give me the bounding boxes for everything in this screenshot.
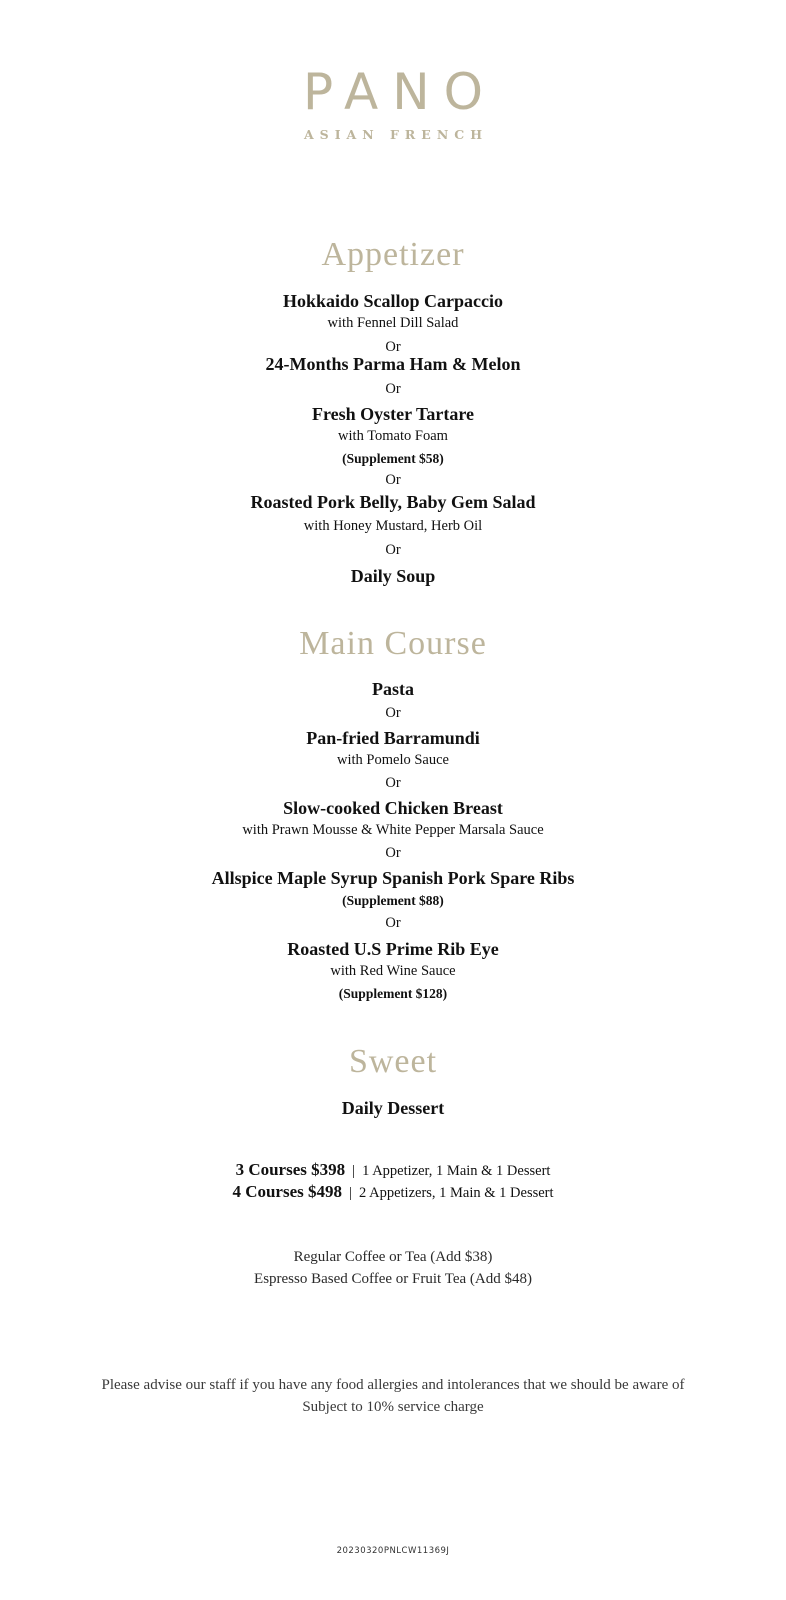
section-title-sweet: Sweet xyxy=(348,1043,438,1080)
course-price: 3 Courses $398 xyxy=(235,1160,346,1179)
service-charge-note: Subject to 10% service charge xyxy=(302,1399,484,1415)
or-separator: Or xyxy=(385,542,401,558)
or-separator: Or xyxy=(385,381,401,397)
dish-name: Pan-fried Barramundi xyxy=(306,728,480,748)
dish-name: 24-Months Parma Ham & Melon xyxy=(265,354,521,374)
addon-line: Espresso Based Coffee or Fruit Tea (Add $48) xyxy=(254,1271,532,1287)
supplement-note: (Supplement $128) xyxy=(338,986,448,1001)
price-separator: | xyxy=(352,1163,356,1179)
dish-name: Pasta xyxy=(372,679,414,699)
dish-description: with Fennel Dill Salad xyxy=(327,315,459,331)
section-title-main-course: Main Course xyxy=(299,625,487,662)
dish-description: with Pomelo Sauce xyxy=(337,752,449,768)
dish-name: Daily Dessert xyxy=(341,1098,445,1118)
dish-name: Roasted U.S Prime Rib Eye xyxy=(287,939,499,959)
section-title-appetizer: Appetizer xyxy=(321,236,465,273)
or-separator: Or xyxy=(385,845,401,861)
dish-description: with Prawn Mousse & White Pepper Marsala Sauce xyxy=(242,822,544,838)
allergy-note: Please advise our staff if you have any food allergies and intolerances that we should be aware of xyxy=(101,1377,685,1393)
dish-name: Allspice Maple Syrup Spanish Pork Spare Ribs xyxy=(211,868,575,888)
or-separator: Or xyxy=(385,472,401,488)
footer-code: 20230320PNLCW11369J xyxy=(336,1546,450,1556)
brand-logo: PANO xyxy=(303,63,497,121)
dish-name: Fresh Oyster Tartare xyxy=(312,404,474,424)
price-line xyxy=(0,1159,786,1182)
or-separator: Or xyxy=(385,775,401,791)
dish-description: with Tomato Foam xyxy=(338,428,448,444)
dish-name: Hokkaido Scallop Carpaccio xyxy=(282,291,504,311)
dish-name: Slow-cooked Chicken Breast xyxy=(283,798,503,818)
dish-name: Daily Soup xyxy=(350,566,436,586)
addon-line: Regular Coffee or Tea (Add $38) xyxy=(293,1249,493,1265)
supplement-note: (Supplement $88) xyxy=(342,893,444,908)
course-price: 4 Courses $498 xyxy=(232,1182,343,1201)
supplement-note: (Supplement $58) xyxy=(342,451,444,466)
course-detail: 2 Appetizers, 1 Main & 1 Dessert xyxy=(359,1185,554,1201)
or-separator: Or xyxy=(385,705,401,721)
course-detail: 1 Appetizer, 1 Main & 1 Dessert xyxy=(362,1163,551,1179)
or-separator: Or xyxy=(385,915,401,931)
or-separator: Or xyxy=(385,339,401,355)
dish-description: with Honey Mustard, Herb Oil xyxy=(303,518,483,534)
dish-name: Roasted Pork Belly, Baby Gem Salad xyxy=(250,492,536,512)
brand-tagline: ASIAN FRENCH xyxy=(303,127,489,142)
price-separator: | xyxy=(349,1185,353,1201)
price-line xyxy=(0,1181,786,1204)
dish-description: with Red Wine Sauce xyxy=(330,963,456,979)
